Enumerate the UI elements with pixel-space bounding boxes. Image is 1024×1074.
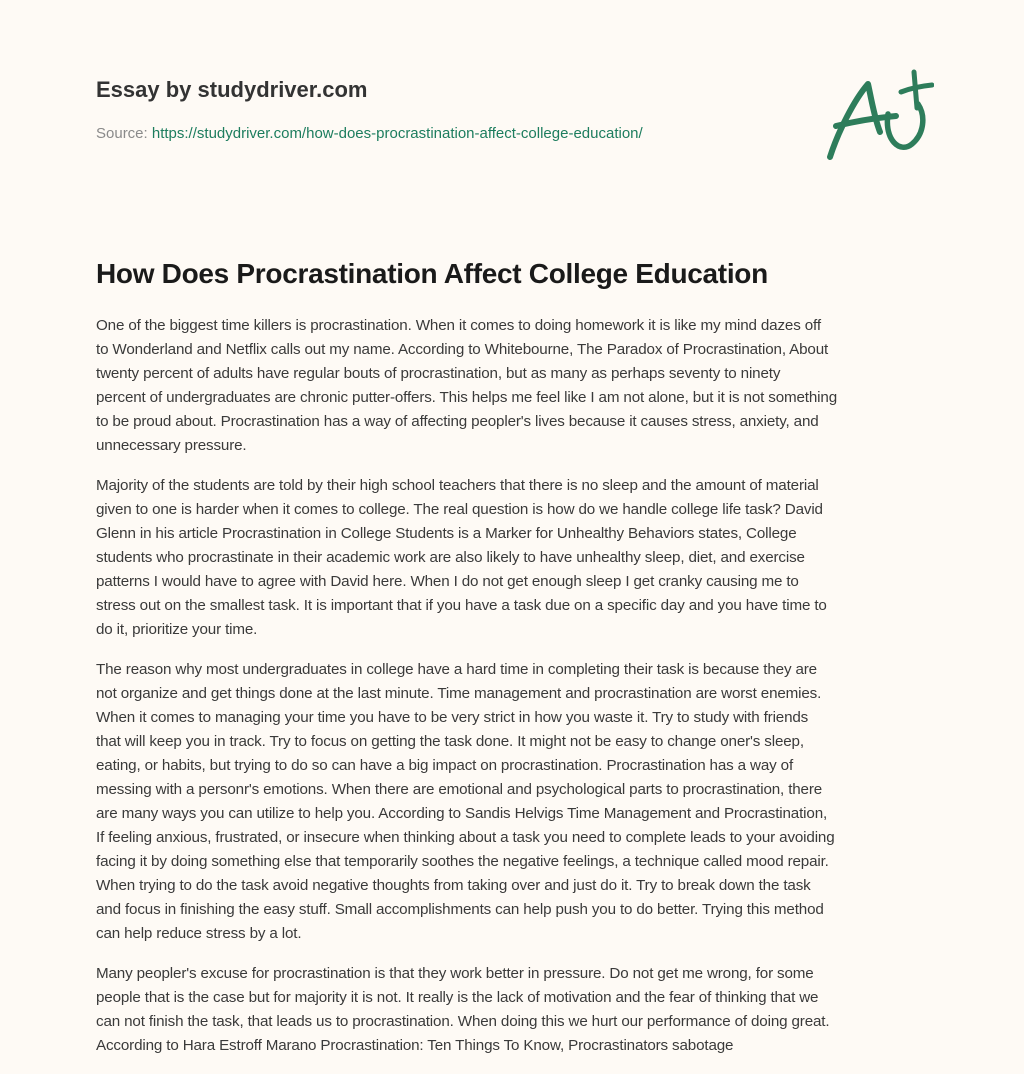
paragraph-line: stress out on the smallest task. It is important that if you have a task due on a specific day and you have time to bbox=[96, 597, 827, 614]
paragraph-line: messing with a personr's emotions. When there are emotional and psychological parts to procrastination, there bbox=[96, 781, 823, 798]
paragraph-line: The reason why most undergraduates in college have a hard time in completing their task is because they are bbox=[96, 661, 817, 678]
paragraph-line: are many ways you can utilize to help you. According to Sandis Helvigs Time Management and Procrastination, bbox=[96, 805, 828, 822]
paragraph-line: that will keep you in track. Try to focus on getting the task done. It might not be easy to change oner's sleep, bbox=[96, 733, 804, 750]
paragraph-line: patterns I would have to agree with David here. When I do not get enough sleep I get cranky causing me to bbox=[96, 573, 799, 590]
paragraph-line: people that is the case but for majority it is not. It really is the lack of motivation and the fear of thinking that we bbox=[96, 989, 819, 1006]
paragraph-line: can not finish the task, that leads us to procrastination. When doing this we hurt our performance of doing great. bbox=[96, 1013, 830, 1030]
source-link[interactable]: https://studydriver.com/how-does-procrastination-affect-college-education/ bbox=[151, 125, 643, 142]
paragraph-line: Majority of the students are told by their high school teachers that there is no sleep and the amount of material bbox=[96, 477, 819, 494]
paragraph-line: eating, or habits, but trying to do so can have a big impact on procrastination. Procrastination has a way of bbox=[96, 757, 794, 774]
paragraph-line: Many peopler's excuse for procrastination is that they work better in pressure. Do not get me wrong, for some bbox=[96, 965, 814, 982]
site-title: Essay by studydriver.com bbox=[96, 77, 368, 102]
paragraph-line: facing it by doing something else that temporarily soothes the negative feelings, a technique called mood repair. bbox=[96, 853, 829, 870]
essay-paragraph-4 bbox=[96, 962, 936, 1058]
paragraph-line: If feeling anxious, frustrated, or insecure when thinking about a task you need to complete leads to your avoiding bbox=[96, 829, 835, 846]
paragraph-line: One of the biggest time killers is procrastination. When it comes to doing homework it is like my mind dazes off bbox=[96, 317, 821, 334]
essay-body bbox=[96, 314, 936, 1074]
essay-paragraph-1 bbox=[96, 314, 936, 458]
paragraph-line: According to Hara Estroff Marano Procrastination: Ten Things To Know, Procrastinators sabotage bbox=[96, 1037, 734, 1054]
paragraph-line: twenty percent of adults have regular bouts of procrastination, but as many as perhaps seventy to ninety bbox=[96, 365, 781, 382]
source-line bbox=[96, 123, 716, 145]
paragraph-line: Glenn in his article Procrastination in College Students is a Marker for Unhealthy Behaviors states, College bbox=[96, 525, 797, 542]
paragraph-line: and focus in finishing the easy stuff. Small accomplishments can help push you to do better. Trying this method bbox=[96, 901, 824, 918]
paragraph-line: can help reduce stress by a lot. bbox=[96, 925, 302, 942]
paragraph-line: do it, prioritize your time. bbox=[96, 621, 258, 638]
paragraph-line: to be proud about. Procrastination has a way of affecting peopler's lives because it causes stress, anxiety, and bbox=[96, 413, 819, 430]
essay-paragraph-2 bbox=[96, 474, 936, 642]
paragraph-line: unnecessary pressure. bbox=[96, 437, 247, 454]
paragraph-line: When trying to do the task avoid negative thoughts from taking over and just do it. Try to break down the task bbox=[96, 877, 811, 894]
paragraph-line: given to one is harder when it comes to college. The real question is how do we handle college life task? David bbox=[96, 501, 823, 518]
paragraph-line: percent of undergraduates are chronic putter-offers. This helps me feel like I am not alone, but it is not something bbox=[96, 389, 837, 406]
essay-header bbox=[96, 74, 716, 145]
essay-title: How Does Procrastination Affect College Education bbox=[96, 258, 768, 289]
paragraph-line: to Wonderland and Netflix calls out my name. According to Whitebourne, The Paradox of Procrastination, About bbox=[96, 341, 829, 358]
paragraph-line: students who procrastinate in their academic work are also likely to have unhealthy sleep, diet, and exercise bbox=[96, 549, 805, 566]
a-plus-grade-icon bbox=[816, 62, 934, 172]
essay-paragraph-3 bbox=[96, 658, 936, 946]
paragraph-line: When it comes to managing your time you have to be very strict in how you waste it. Try to study with friends bbox=[96, 709, 809, 726]
source-label: Source: bbox=[96, 125, 148, 142]
paragraph-line: not organize and get things done at the last minute. Time management and procrastination are worst enemies. bbox=[96, 685, 822, 702]
